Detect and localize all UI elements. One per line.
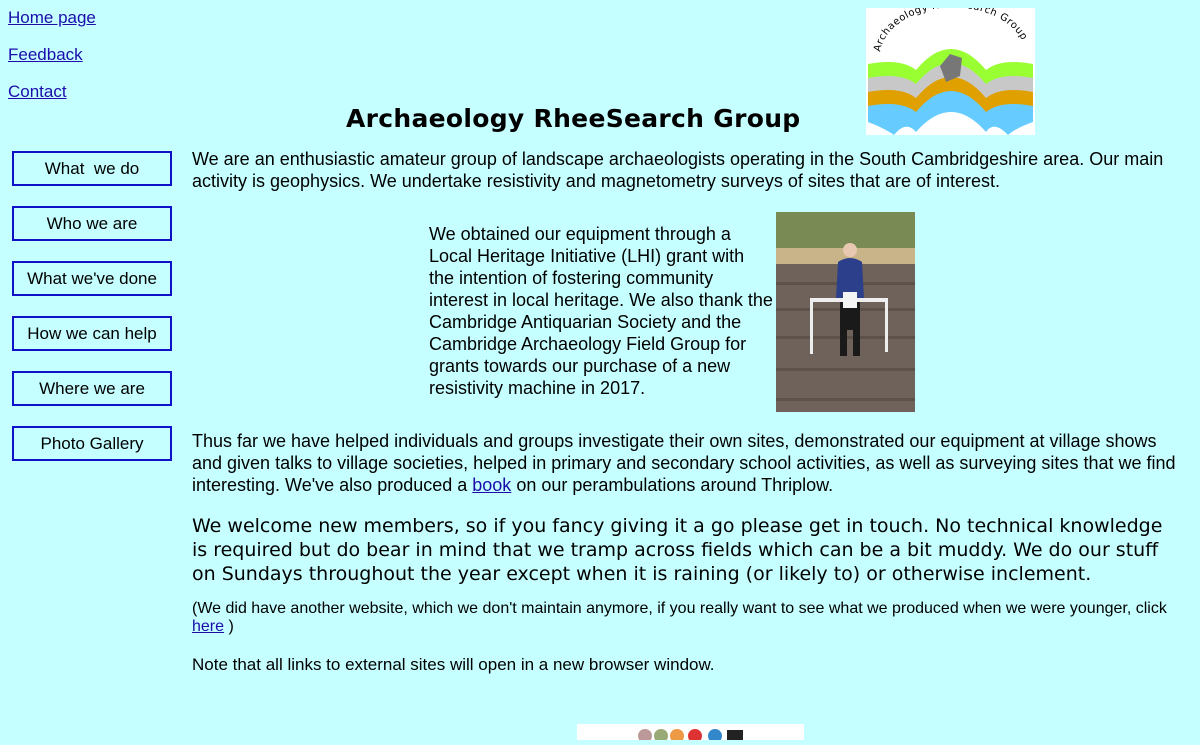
survey-photo-graphic xyxy=(776,212,915,412)
home-page-link[interactable]: Home page xyxy=(8,8,96,27)
nav-where-we-are-button[interactable] xyxy=(12,371,172,406)
nav-what-we-do-button[interactable] xyxy=(12,151,172,186)
sponsor-logos-graphic xyxy=(577,724,804,740)
external-links-note: Note that all links to external sites will open in a new browser window. xyxy=(192,655,715,674)
logo-graphic xyxy=(866,8,1035,135)
activities-text: Thus far we have helped individuals and groups investigate their own sites, demonstrated our equipment at village shows and given talks to village societies, helped in primary and secondary school activities, as well as surveying sites that we find interesting. We've also produced a xyxy=(192,431,1176,495)
nav-label: Photo Gallery xyxy=(40,433,144,453)
svg-text:Archaeology RheeSearch Group xyxy=(872,8,1029,53)
group-logo xyxy=(866,8,1035,135)
old-website-text-end: ) xyxy=(224,618,234,635)
old-website-link[interactable]: here xyxy=(192,618,225,635)
intro-paragraph: We are an enthusiastic amateur group of landscape archaeologists operating in the South Cambridgeshire area. Our main activity is geophysics. We undertake resistivity and magnetometry surveys of sites that are of interest. xyxy=(192,149,1164,191)
sponsor-logos xyxy=(577,724,804,740)
contact-link[interactable]: Contact xyxy=(8,82,67,101)
site-title: Archaeology RheeSearch Group xyxy=(346,104,801,133)
grant-paragraph: We obtained our equipment through a Local Heritage Initiative (LHI) grant with the intention of fostering community interest in local heritage. We also thank the Cambridge Antiquarian Society and the Cambridge Archaeology Field Group for grants towards our purchase of a new resistivity machine in 2017. xyxy=(429,224,773,398)
welcome-paragraph: We welcome new members, so if you fancy giving it a go please get in touch. No technical knowledge is required but do bear in mind that we tramp across fields which can be a bit muddy. We do our stuff on Sundays throughout the year except when it is raining (or likely to) or otherwise inclement. xyxy=(192,515,1163,585)
feedback-link[interactable]: Feedback xyxy=(8,45,83,64)
nav-label: Where we are xyxy=(39,378,145,398)
book-link[interactable]: book xyxy=(472,475,512,495)
old-website-text: (We did have another website, which we don't maintain anymore, if you really want to see what we produced when we were younger, click xyxy=(192,600,1167,617)
nav-photo-gallery-button[interactable] xyxy=(12,426,172,461)
nav-label: How we can help xyxy=(27,323,157,343)
activities-paragraph xyxy=(192,430,1182,496)
nav-who-we-are-button[interactable] xyxy=(12,206,172,241)
nav-what-weve-done-button[interactable] xyxy=(12,261,172,296)
survey-photo xyxy=(776,212,915,412)
nav-label: What we've done xyxy=(27,268,157,288)
nav-label: Who we are xyxy=(46,213,138,233)
activities-text-end: on our perambulations around Thriplow. xyxy=(511,475,834,495)
logo-text: Archaeology rch Group xyxy=(872,8,1030,53)
nav-label: What we do xyxy=(44,158,140,178)
old-website-paragraph xyxy=(192,600,1182,636)
nav-how-we-can-help-button[interactable] xyxy=(12,316,172,351)
